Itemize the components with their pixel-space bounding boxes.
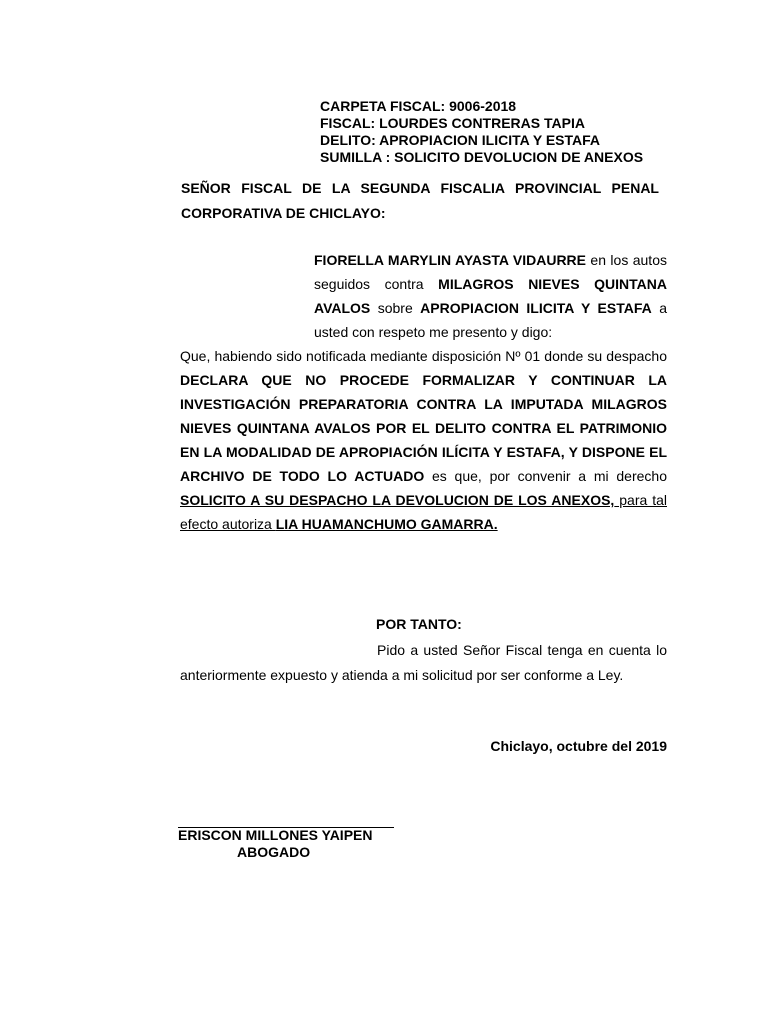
case-file-number: CARPETA FISCAL: 9006-2018 (320, 98, 517, 114)
petition-text-2: es que, por convenir a mi derecho (424, 468, 667, 484)
prosecutor-name: FISCAL: LOURDES CONTRERAS TAPIA (320, 115, 585, 131)
defendant-name: MILAGROS NIEVES QUINTANA AVALOS (314, 276, 667, 316)
intro-text-1: en los autos seguidos contra (314, 252, 667, 292)
closing-paragraph (180, 638, 667, 687)
petition-text-1: Que, habiendo sido notificada mediante disposición Nº 01 donde su despacho (180, 348, 667, 364)
request-text: SOLICITO A SU DESPACHO LA DEVOLUCION DE LOS ANEXOS, (180, 492, 615, 508)
petition-paragraph (180, 344, 667, 536)
offense: DELITO: APROPIACION ILICITA Y ESTAFA (320, 132, 601, 148)
intro-paragraph (180, 248, 667, 344)
intro-text-2: sobre (370, 300, 421, 316)
document-body (180, 248, 667, 536)
por-tanto-heading: POR TANTO: (376, 616, 462, 632)
crime-name: APROPIACION ILICITA Y ESTAFA (420, 300, 652, 316)
petitioner-name: FIORELLA MARYLIN AYASTA VIDAURRE (314, 252, 587, 268)
intro-text-3: a usted con respeto me presento y digo: (314, 300, 667, 340)
place-date: Chiclayo, octubre del 2019 (490, 738, 667, 754)
declaration-text: DECLARA QUE NO PROCEDE FORMALIZAR Y CONTINUAR LA INVESTIGACIÓN PREPARATORIA CONTRA LA IMPUTADA MILAGROS NIEVES QUINTANA AVALOS POR EL DELITO CONTRA EL PATRIMONIO EN LA MODALIDAD DE APROPIACIÓN ILÍCITA Y ESTAFA, Y DISPONE EL ARCHIVO DE TODO LO ACTUADO (180, 372, 667, 484)
petition-text-3: para tal efecto autoriza (180, 492, 667, 532)
summary: SUMILLA : SOLICITO DEVOLUCION DE ANEXOS (320, 149, 644, 165)
closing-text: Pido a usted Señor Fiscal tenga en cuenta lo anteriormente expuesto y atienda a mi solicitud por ser conforme a Ley. (180, 642, 667, 683)
addressee: SEÑOR FISCAL DE LA SEGUNDA FISCALIA PROVINCIAL PENAL CORPORATIVA DE CHICLAYO: (181, 180, 659, 221)
case-header (320, 98, 643, 166)
signatory-title: ABOGADO (237, 844, 311, 860)
signatory-name: ERISCON MILLONES YAIPEN (178, 827, 373, 843)
authorized-person: LIA HUAMANCHUMO GAMARRA. (275, 516, 498, 532)
